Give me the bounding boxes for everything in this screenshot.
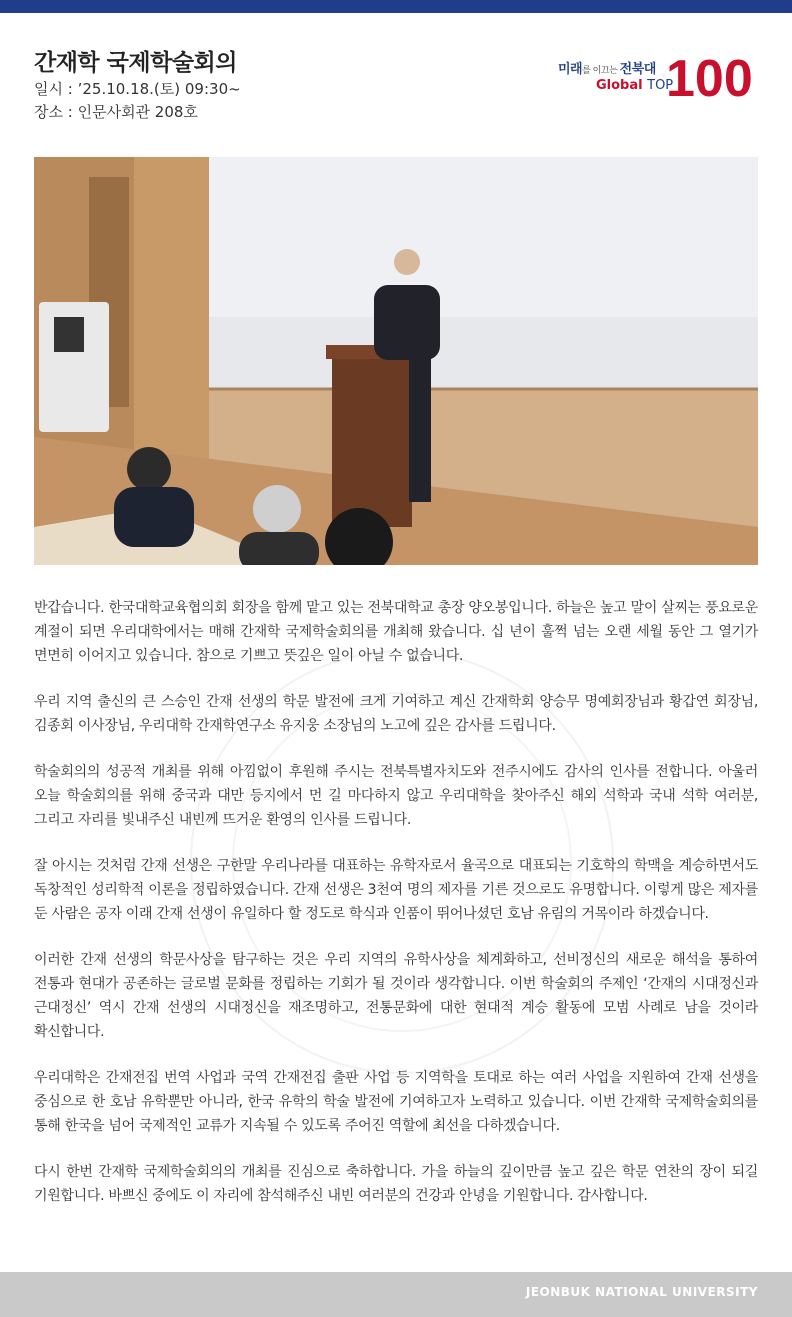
event-photo-illustration [34, 157, 758, 565]
date-label: 일시 : [34, 80, 73, 98]
page-title: 간재학 국제학술회의 [34, 50, 237, 76]
logo-slogan-prefix: 미래 [558, 62, 583, 77]
page-footer [0, 1272, 792, 1317]
speech-article [34, 596, 758, 1230]
logo-slogan-mid: 를 이끄는 [582, 66, 620, 76]
logo-slogan-suffix: 전북대 [619, 62, 656, 77]
logo-global-top [596, 78, 673, 93]
article-paragraph: 다시 한번 간재학 국제학술회의의 개최를 진심으로 축하합니다. 가을 하늘의 깊이만큼 높고 깊은 학문 연찬의 장이 되길 기원합니다. 바쁘신 중에도 이 자리에 참석해주신 내빈 여러분의 건강과 안녕을 기원합니다. 감사합니다. [34, 1164, 758, 1204]
top-bar [0, 0, 792, 13]
date-value: ’25.10.18.(토) 09:30~ [77, 80, 241, 98]
event-photo [34, 157, 758, 565]
footer-university-name: JEONBUK NATIONAL UNIVERSITY [525, 1285, 758, 1299]
logo-top: TOP [647, 78, 674, 93]
logo-number: 100 [666, 50, 753, 108]
place-label: 장소 : [34, 103, 73, 121]
university-logo [558, 48, 758, 108]
place-value: 인문사회관 208호 [77, 103, 198, 121]
page-header [34, 48, 758, 134]
logo-global: Global [596, 78, 643, 93]
article-paragraph: 학술회의의 성공적 개최를 위해 아낌없이 후원해 주시는 전북특별자치도와 전주시에도 감사의 인사를 전합니다. 아울러 오늘 학술회의를 위해 중국과 대만 등지에서 먼 길 마다하지 않고 우리대학을 찾아주신 해외 석학과 국내 석학 여러분, 그리고 자리를 빛내주신 내빈께 뜨거운 환영의 인사를 드립니다. [34, 764, 758, 828]
article-paragraph: 이러한 간재 선생의 학문사상을 탐구하는 것은 우리 지역의 유학사상을 체계화하고, 선비정신의 새로운 해석을 통하여 전통과 현대가 공존하는 글로벌 문화를 정립하는 기회가 될 것이라 생각합니다. 이번 학술회의 주제인 ‘간재의 시대정신과 근대정신’ 역시 간재 선생의 시대정신을 재조명하고, 전통문화에 대한 현대적 계승 활동에 모범 사례로 남을 것이라 확신합니다. [34, 952, 758, 1040]
article-paragraph: 반갑습니다. 한국대학교육협의회 회장을 함께 맡고 있는 전북대학교 총장 양오봉입니다. 하늘은 높고 말이 살찌는 풍요로운 계절이 되면 우리대학에서는 매해 간재학 국제학술회의를 개최해 왔습니다. 십 년이 훌쩍 넘는 오랜 세월 동안 그 열기가 면면히 이어지고 있습니다. 참으로 기쁘고 뜻깊은 일이 아닐 수 없습니다. [34, 600, 758, 664]
logo-slogan [558, 58, 656, 77]
article-paragraph: 우리 지역 출신의 큰 스승인 간재 선생의 학문 발전에 크게 기여하고 계신 간재학회 양승무 명예회장님과 황갑연 회장님, 김종회 이사장님, 우리대학 간재학연구소 유지웅 소장님의 노고에 깊은 감사를 드립니다. [34, 694, 758, 734]
article-paragraph: 우리대학은 간재전집 번역 사업과 국역 간재전집 출판 사업 등 지역학을 토대로 하는 여러 사업을 지원하여 간재 선생을 중심으로 한 호남 유학뿐만 아니라, 한국 유학의 학술 발전에 기여하고자 노력하고 있습니다. 이번 간재학 국제학술회의를 통해 한국을 넘어 국제적인 교류가 지속될 수 있도록 주어진 역할에 최선을 다하겠습니다. [34, 1070, 758, 1134]
article-paragraph: 잘 아시는 것처럼 간재 선생은 구한말 우리나라를 대표하는 유학자로서 율곡으로 대표되는 기호학의 학맥을 계승하면서도 독창적인 성리학적 이론을 정립하였습니다. 간재 선생은 3천여 명의 제자를 기른 것으로도 유명합니다. 이렇게 많은 제자를 둔 사람은 공자 이래 간재 선생이 유일하다 할 정도로 학식과 인품이 뛰어나셨던 호남 유림의 거목이라 하겠습니다. [34, 858, 758, 922]
